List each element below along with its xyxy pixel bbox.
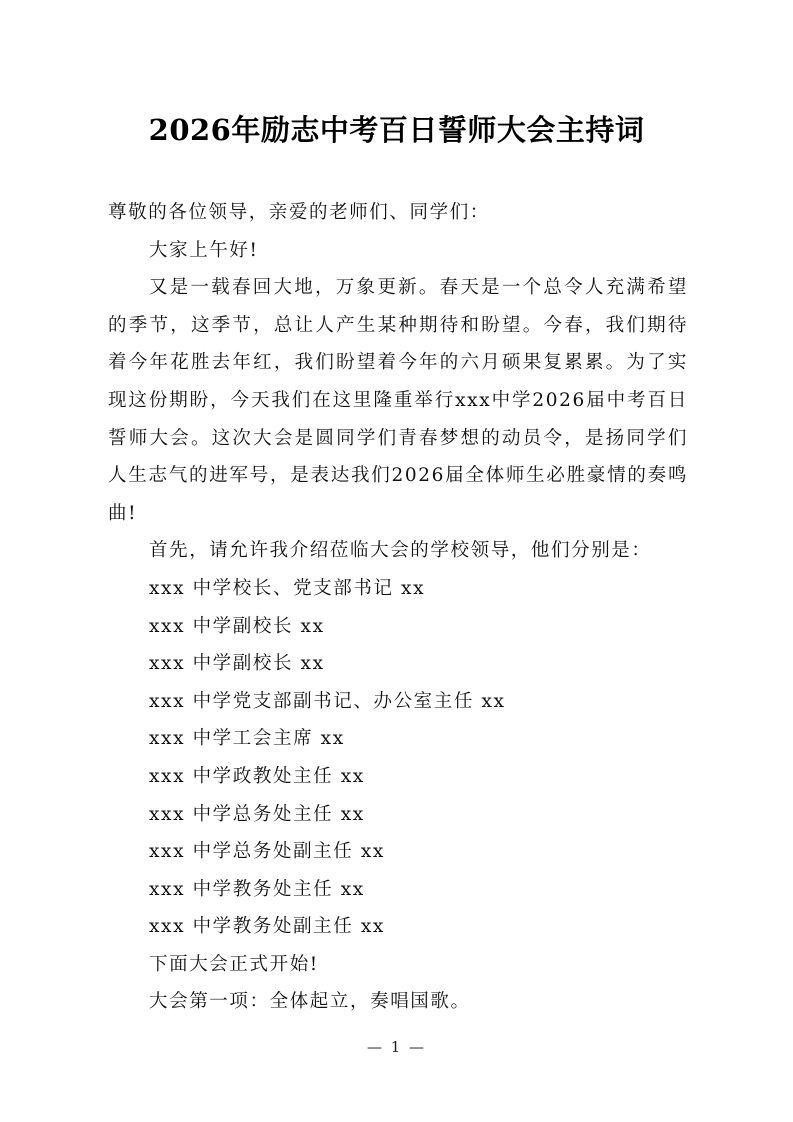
- leader-item: xxx 中学校长、党支部书记 xx: [149, 577, 426, 599]
- document-title: 2026年励志中考百日誓师大会主持词: [148, 113, 645, 147]
- greeting: 大家上午好!: [149, 239, 259, 261]
- document-body: [108, 194, 688, 1021]
- leader-item: xxx 中学总务处主任 xx: [149, 803, 365, 825]
- agenda-item-first: 大会第一项：全体起立，奏唱国歌。: [149, 991, 471, 1013]
- leader-item: xxx 中学党支部副书记、办公室主任 xx: [149, 690, 506, 712]
- page-number: — 1 —: [366, 1038, 427, 1056]
- paragraph-opening: 又是一载春回大地，万象更新。春天是一个总令人充满希望的季节，这季节，总让人产生某种期待和盼望。今春，我们期待着今年花胜去年红，我们盼望着今年的六月硕果复累累。为了实现这份期盼，今天我们在这里隆重举行xxx中学2026届中考百日誓师大会。这次大会是圆同学们青春梦想的动员令，是扬同学们人生志气的进军号，是表达我们2026届全体师生必胜豪情的奏鸣曲!: [108, 277, 688, 524]
- meeting-start-line: 下面大会正式开始!: [149, 953, 319, 975]
- paragraph-introduction: 首先，请允许我介绍莅临大会的学校领导，他们分别是：: [149, 540, 652, 562]
- leader-item: xxx 中学政教处主任 xx: [149, 765, 365, 787]
- leader-item: xxx 中学教务处主任 xx: [149, 878, 365, 900]
- leader-item: xxx 中学总务处副主任 xx: [149, 841, 385, 863]
- leader-item: xxx 中学工会主席 xx: [149, 728, 345, 750]
- leader-item: xxx 中学教务处副主任 xx: [149, 916, 385, 938]
- leader-item: xxx 中学副校长 xx: [149, 653, 325, 675]
- salutation: 尊敬的各位领导，亲爱的老师们、同学们：: [108, 202, 490, 223]
- leader-item: xxx 中学副校长 xx: [149, 615, 325, 637]
